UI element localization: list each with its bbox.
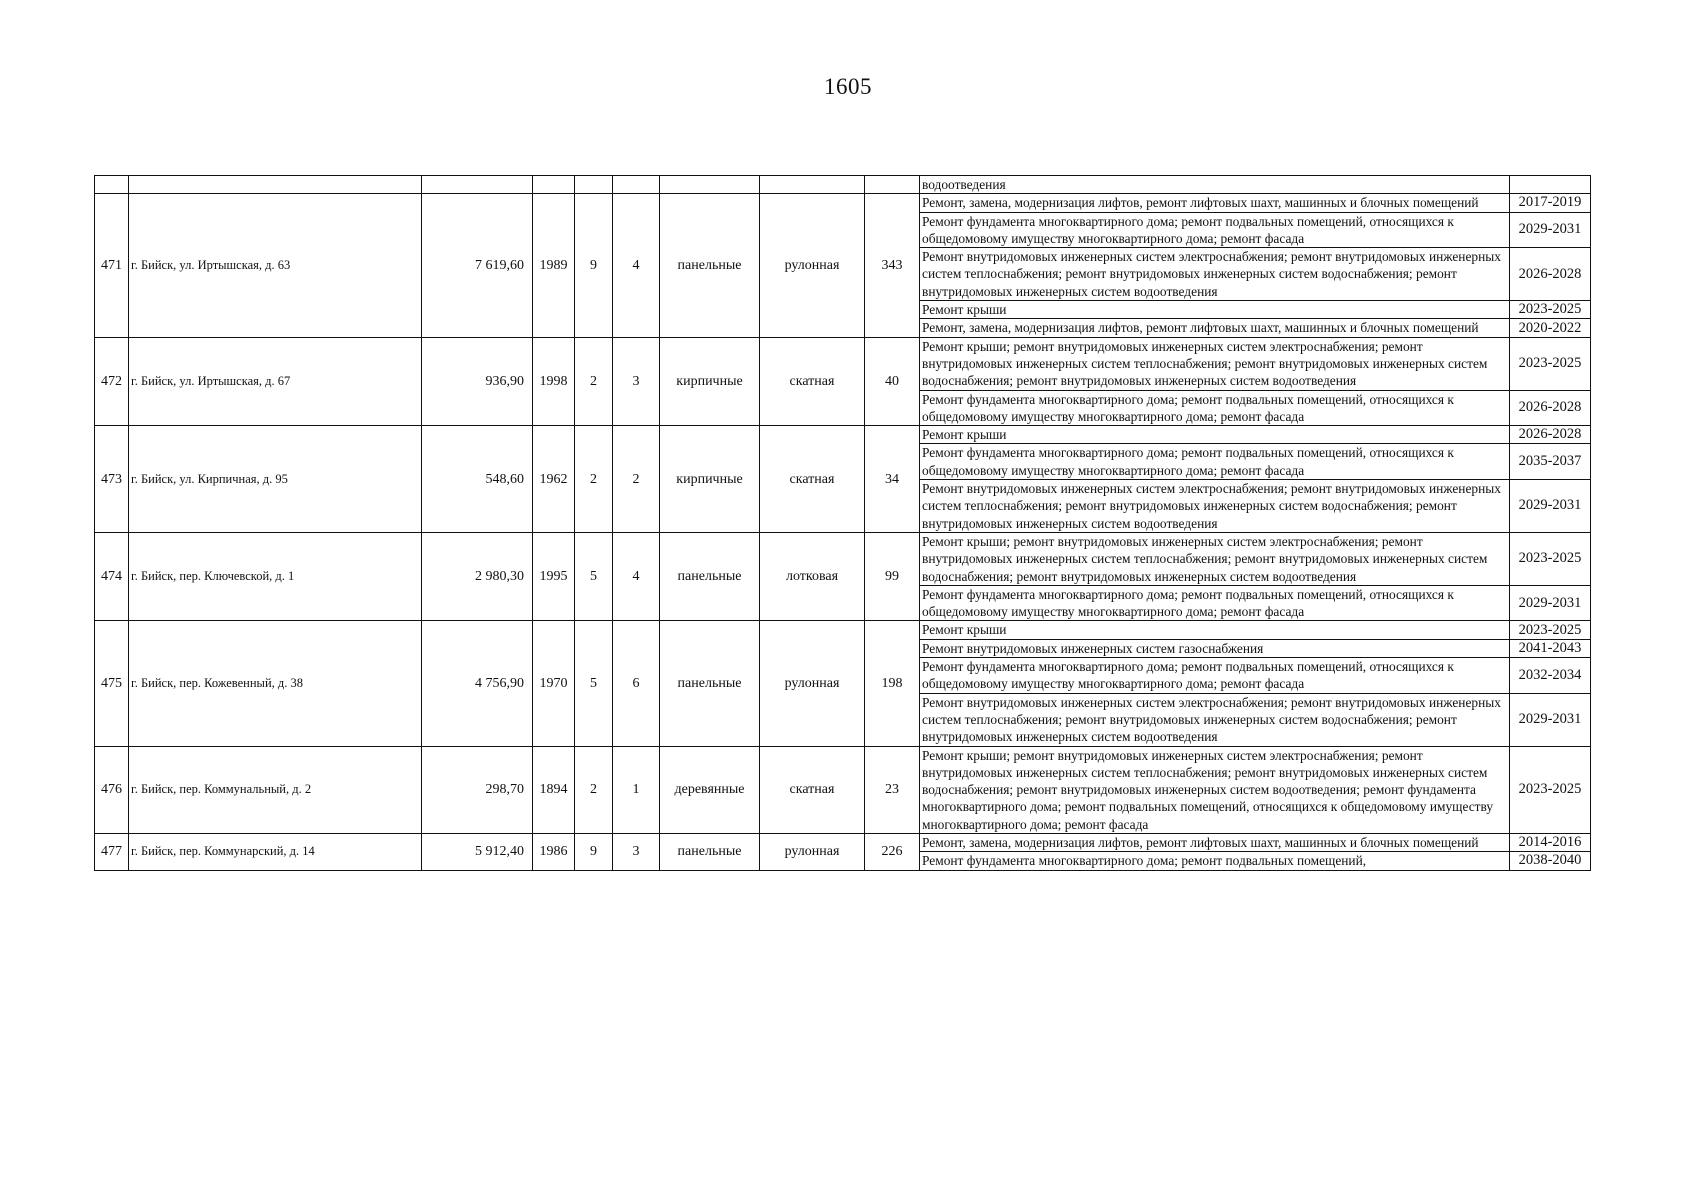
roof-type-cell: лотковая — [760, 532, 865, 620]
table-row — [95, 532, 1591, 585]
year-cell: 1894 — [533, 746, 575, 833]
address-cell: г. Бийск, ул. Иртышская, д. 63 — [129, 194, 422, 337]
period-cell: 2023-2025 — [1510, 532, 1591, 585]
period-cell: 2038-2040 — [1510, 852, 1591, 870]
empty-cell — [129, 176, 422, 194]
entrances-cell: 2 — [613, 426, 660, 533]
work-cell: Ремонт фундамента многоквартирного дома; ремонт подвальных помещений, относящихся к общедомовому имуществу многоквартирного дома; ремонт фасада — [920, 585, 1510, 621]
work-cell: Ремонт крыши — [920, 426, 1510, 444]
period-cell: 2041-2043 — [1510, 639, 1591, 657]
residents-cell: 226 — [865, 833, 920, 870]
address-cell: г. Бийск, ул. Кирпичная, д. 95 — [129, 426, 422, 533]
area-cell: 4 756,90 — [422, 621, 533, 746]
table-row — [95, 621, 1591, 639]
period-cell: 2029-2031 — [1510, 480, 1591, 533]
floors-cell: 5 — [575, 621, 613, 746]
housing-repair-table — [94, 175, 1591, 871]
work-cell: Ремонт фундамента многоквартирного дома; ремонт подвальных помещений, относящихся к общедомовому имуществу многоквартирного дома; ремонт фасада — [920, 444, 1510, 480]
floors-cell: 9 — [575, 194, 613, 337]
entrances-cell: 4 — [613, 532, 660, 620]
work-cell: Ремонт фундамента многоквартирного дома; ремонт подвальных помещений, — [920, 852, 1510, 870]
address-cell: г. Бийск, ул. Иртышская, д. 67 — [129, 337, 422, 425]
row-number: 471 — [95, 194, 129, 337]
work-cell: Ремонт, замена, модернизация лифтов, ремонт лифтовых шахт, машинных и блочных помещений — [920, 319, 1510, 337]
work-cell: Ремонт фундамента многоквартирного дома; ремонт подвальных помещений, относящихся к общедомовому имуществу многоквартирного дома; ремонт фасада — [920, 212, 1510, 248]
work-cell: Ремонт внутридомовых инженерных систем газоснабжения — [920, 639, 1510, 657]
row-number: 473 — [95, 426, 129, 533]
floors-cell: 9 — [575, 833, 613, 870]
period-cell: 2023-2025 — [1510, 301, 1591, 319]
period-cell: 2023-2025 — [1510, 337, 1591, 390]
period-cell: 2029-2031 — [1510, 585, 1591, 621]
address-cell: г. Бийск, пер. Кожевенный, д. 38 — [129, 621, 422, 746]
entrances-cell: 3 — [613, 337, 660, 425]
work-cell: Ремонт внутридомовых инженерных систем электроснабжения; ремонт внутридомовых инженерных систем теплоснабжения; ремонт внутридомовых инженерных систем водоснабжения; ремонт внутридомовых инженерных систем водоотведения — [920, 248, 1510, 301]
residents-cell: 343 — [865, 194, 920, 337]
empty-cell — [422, 176, 533, 194]
work-cell: Ремонт фундамента многоквартирного дома; ремонт подвальных помещений, относящихся к общедомовому имуществу многоквартирного дома; ремонт фасада — [920, 390, 1510, 426]
wall-material-cell: деревянные — [660, 746, 760, 833]
floors-cell: 5 — [575, 532, 613, 620]
year-cell: 1962 — [533, 426, 575, 533]
roof-type-cell: рулонная — [760, 194, 865, 337]
residents-cell: 40 — [865, 337, 920, 425]
row-number: 477 — [95, 833, 129, 870]
year-cell: 1995 — [533, 532, 575, 620]
roof-type-cell: рулонная — [760, 833, 865, 870]
page-number: 1605 — [824, 74, 872, 99]
work-cell: Ремонт крыши — [920, 621, 1510, 639]
period-cell: 2023-2025 — [1510, 746, 1591, 833]
residents-cell: 198 — [865, 621, 920, 746]
roof-type-cell: рулонная — [760, 621, 865, 746]
empty-cell — [95, 176, 129, 194]
work-cell: Ремонт, замена, модернизация лифтов, ремонт лифтовых шахт, машинных и блочных помещений — [920, 833, 1510, 851]
area-cell: 298,70 — [422, 746, 533, 833]
period-cell: 2035-2037 — [1510, 444, 1591, 480]
wall-material-cell: панельные — [660, 833, 760, 870]
entrances-cell: 6 — [613, 621, 660, 746]
address-cell: г. Бийск, пер. Ключевской, д. 1 — [129, 532, 422, 620]
work-cell: Ремонт фундамента многоквартирного дома; ремонт подвальных помещений, относящихся к общедомовому имуществу многоквартирного дома; ремонт фасада — [920, 658, 1510, 694]
period-cell: 2023-2025 — [1510, 621, 1591, 639]
period-cell: 2026-2028 — [1510, 248, 1591, 301]
period-cell: 2017-2019 — [1510, 194, 1591, 212]
work-cell: Ремонт внутридомовых инженерных систем электроснабжения; ремонт внутридомовых инженерных систем теплоснабжения; ремонт внутридомовых инженерных систем водоснабжения; ремонт внутридомовых инженерных систем водоотведения — [920, 480, 1510, 533]
entrances-cell: 4 — [613, 194, 660, 337]
wall-material-cell: панельные — [660, 194, 760, 337]
period-cell: 2014-2016 — [1510, 833, 1591, 851]
continuation-row — [95, 176, 1591, 194]
work-cell: Ремонт, замена, модернизация лифтов, ремонт лифтовых шахт, машинных и блочных помещений — [920, 194, 1510, 212]
year-cell: 1998 — [533, 337, 575, 425]
period-cell: 2032-2034 — [1510, 658, 1591, 694]
row-number: 474 — [95, 532, 129, 620]
area-cell: 5 912,40 — [422, 833, 533, 870]
period-cell: 2029-2031 — [1510, 693, 1591, 746]
table-row — [95, 426, 1591, 444]
address-cell: г. Бийск, пер. Коммунарский, д. 14 — [129, 833, 422, 870]
entrances-cell: 1 — [613, 746, 660, 833]
residents-cell: 34 — [865, 426, 920, 533]
period-cell: 2026-2028 — [1510, 390, 1591, 426]
row-number: 472 — [95, 337, 129, 425]
table-row — [95, 746, 1591, 833]
roof-type-cell: скатная — [760, 337, 865, 425]
roof-type-cell: скатная — [760, 746, 865, 833]
wall-material-cell: кирпичные — [660, 426, 760, 533]
wall-material-cell: панельные — [660, 621, 760, 746]
table-body — [95, 176, 1591, 871]
entrances-cell: 3 — [613, 833, 660, 870]
empty-cell — [575, 176, 613, 194]
work-cell: Ремонт крыши; ремонт внутридомовых инженерных систем электроснабжения; ремонт внутридомовых инженерных систем теплоснабжения; ремонт внутридомовых инженерных систем водоснабжения; ремонт внутридомовых инженерных систем водоотведения — [920, 337, 1510, 390]
period-cell — [1510, 176, 1591, 194]
empty-cell — [865, 176, 920, 194]
work-cell: Ремонт внутридомовых инженерных систем электроснабжения; ремонт внутридомовых инженерных систем теплоснабжения; ремонт внутридомовых инженерных систем водоснабжения; ремонт внутридомовых инженерных систем водоотведения — [920, 693, 1510, 746]
roof-type-cell: скатная — [760, 426, 865, 533]
work-cell: водоотведения — [920, 176, 1510, 194]
period-cell: 2020-2022 — [1510, 319, 1591, 337]
table-row — [95, 337, 1591, 390]
work-cell: Ремонт крыши — [920, 301, 1510, 319]
table-row — [95, 194, 1591, 212]
work-cell: Ремонт крыши; ремонт внутридомовых инженерных систем электроснабжения; ремонт внутридомовых инженерных систем теплоснабжения; ремонт внутридомовых инженерных систем водоснабжения; ремонт внутридомовых инженерных систем водоотведения — [920, 532, 1510, 585]
period-cell: 2029-2031 — [1510, 212, 1591, 248]
wall-material-cell: кирпичные — [660, 337, 760, 425]
empty-cell — [533, 176, 575, 194]
empty-cell — [660, 176, 760, 194]
period-cell: 2026-2028 — [1510, 426, 1591, 444]
empty-cell — [613, 176, 660, 194]
wall-material-cell: панельные — [660, 532, 760, 620]
floors-cell: 2 — [575, 746, 613, 833]
residents-cell: 23 — [865, 746, 920, 833]
residents-cell: 99 — [865, 532, 920, 620]
floors-cell: 2 — [575, 337, 613, 425]
row-number: 475 — [95, 621, 129, 746]
address-cell: г. Бийск, пер. Коммунальный, д. 2 — [129, 746, 422, 833]
year-cell: 1970 — [533, 621, 575, 746]
area-cell: 7 619,60 — [422, 194, 533, 337]
year-cell: 1989 — [533, 194, 575, 337]
work-cell: Ремонт крыши; ремонт внутридомовых инженерных систем электроснабжения; ремонт внутридомовых инженерных систем теплоснабжения; ремонт внутридомовых инженерных систем водоснабжения; ремонт внутридомовых инженерных систем водоотведения; ремонт фундамента многоквартирного дома; ремонт подвальных помещений, относящихся к общедомовому имуществу многоквартирного дома; ремонт фасада — [920, 746, 1510, 833]
year-cell: 1986 — [533, 833, 575, 870]
area-cell: 548,60 — [422, 426, 533, 533]
empty-cell — [760, 176, 865, 194]
floors-cell: 2 — [575, 426, 613, 533]
table-row — [95, 833, 1591, 851]
area-cell: 2 980,30 — [422, 532, 533, 620]
row-number: 476 — [95, 746, 129, 833]
area-cell: 936,90 — [422, 337, 533, 425]
